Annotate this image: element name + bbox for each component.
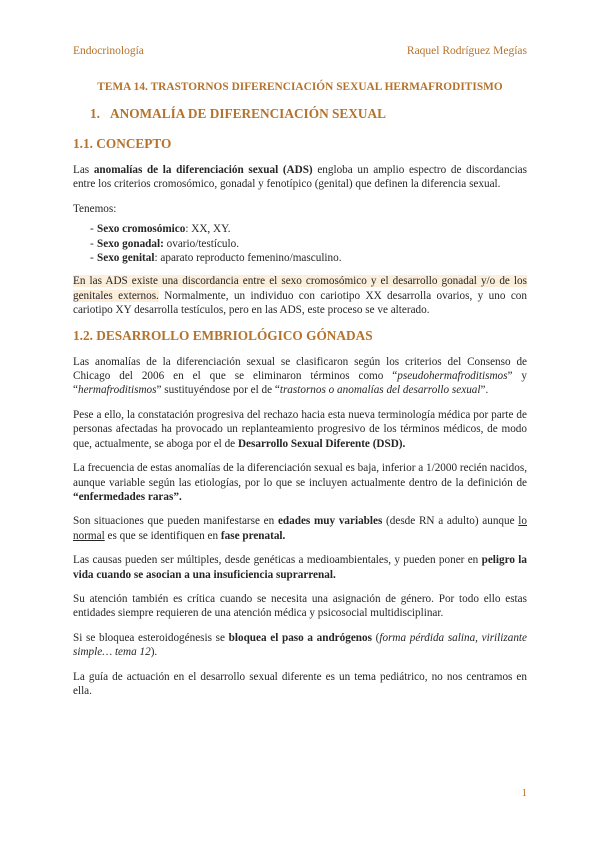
subsection-heading-concepto: 1.1. CONCEPTO <box>73 136 172 151</box>
section-heading <box>73 106 527 122</box>
bold-term: anomalías de la diferenciación sexual (ADS) <box>93 164 313 176</box>
text-run: Normalmente, un individuo con cariotipo XX desarrolla ovarios, y uno con cariotipo XY desarrolla testículos, pero en las ADS, este proceso se ve alterado. <box>73 289 527 317</box>
text-run: : aparato reproducto femenino/masculino. <box>154 252 342 265</box>
bold-term: edades muy variables <box>277 515 383 528</box>
text-run: Las anomalías de la diferenciación sexual se clasificaron según los criterios del Consenso de Chicago del 2006 en el que se eliminaron términos como “ <box>73 355 527 383</box>
text-run: engloba un amplio espectro de discordancias entre los criterios cromosómico, gonadal y fenotípico (genital) que definen la diferencia sexual. <box>73 164 527 191</box>
bold-term: “enfermedades raras”. <box>73 490 182 503</box>
text-run: ”. <box>480 384 489 397</box>
list-item <box>73 251 527 265</box>
bold-term: bloquea el paso a andrógenos <box>228 631 372 644</box>
paragraph <box>73 514 527 543</box>
bold-term: fase prenatal. <box>220 529 286 542</box>
bold-term: peligro la vida cuando se asocian a una insuficiencia suprarrenal. <box>73 554 527 581</box>
text-run: Las causas pueden ser múltiples, desde genéticas a medioambientales, y pueden poner en <box>73 554 482 567</box>
text-run: ( <box>371 631 380 644</box>
italic-term: pseudohermafroditismos <box>397 370 508 383</box>
list-dash: - <box>90 223 94 236</box>
page-content <box>73 81 527 708</box>
paragraph <box>73 355 527 398</box>
paragraph <box>73 631 527 660</box>
header-subject: Endocrinología <box>73 45 144 57</box>
italic-term: trastornos o anomalías del desarrollo sexual <box>279 384 481 397</box>
page-number: 1 <box>521 787 527 799</box>
italic-term: forma pérdida salina, virilizante simple… tema 12 <box>73 631 527 659</box>
paragraph <box>73 553 527 582</box>
bold-term: Sexo gonadal: <box>97 237 164 250</box>
paragraph: Tenemos: <box>73 202 117 215</box>
list-item <box>73 222 527 236</box>
text-run: Pese a ello, la constatación progresiva del rechazo hacia esta nueva terminología médica por parte de personas afectadas ha provocado un replanteamiento progresivo de los términos médicos, de modo que, actualmente, se aboga por el de <box>73 408 527 450</box>
bold-term: Sexo genital <box>97 252 155 265</box>
section-number: 1. <box>90 106 100 121</box>
paragraph: La guía de actuación en el desarrollo sexual diferente es un tema pediátrico, no nos centramos en ella. <box>73 670 527 697</box>
paragraph <box>73 163 527 192</box>
text-run: ” y “ <box>73 370 527 397</box>
list-item <box>73 237 527 251</box>
text-run: La frecuencia de estas anomalías de la diferenciación sexual es baja, inferior a 1/2000 recién nacidos, aunque variable según las etiologías, por lo que se incluyen actualmente dentro de la definición de <box>73 462 527 489</box>
subsection-heading-desarrollo: 1.2. DESARROLLO EMBRIOLÓGICO GÓNADAS <box>73 327 373 343</box>
topic-title: TEMA 14. TRASTORNOS DIFERENCIACIÓN SEXUAL HERMAFRODITISMO <box>97 81 503 93</box>
italic-term: hermafroditismos <box>77 384 157 397</box>
text-run: (desde RN a adulto) aunque <box>382 515 519 528</box>
paragraph: Su atención también es crítica cuando se necesita una asignación de género. Por todo ello estas entidades siempre requieren de una atención médica y psicosocial multidisciplinar. <box>73 592 527 620</box>
list-dash: - <box>90 237 94 250</box>
underlined-term: lo normal <box>73 515 527 542</box>
bold-term: Sexo cromosómico <box>97 223 186 236</box>
paragraph <box>73 274 527 317</box>
sex-criteria-list <box>73 222 527 265</box>
text-run: ” sustituyéndose por el de “ <box>156 384 280 397</box>
text-run: Son situaciones que pueden manifestarse en <box>73 515 278 528</box>
text-run: Las <box>73 164 94 176</box>
highlighted-text: En las ADS existe una discordancia entre el sexo cromosómico y el desarrollo gonadal y/o de los genitales externos. <box>73 275 527 302</box>
paragraph <box>73 461 527 504</box>
text-run: ). <box>150 646 158 659</box>
text-run: es que se identifiquen en <box>104 529 221 542</box>
text-run: : XX, XY. <box>185 223 231 236</box>
section-title: ANOMALÍA DE DIFERENCIACIÓN SEXUAL <box>110 106 386 121</box>
list-dash: - <box>90 252 94 265</box>
bold-term: Desarrollo Sexual Diferente (DSD). <box>237 437 406 450</box>
header-author: Raquel Rodríguez Megías <box>406 45 527 57</box>
paragraph <box>73 408 527 451</box>
text-run: Si se bloquea esteroidogénesis se <box>73 631 229 644</box>
text-run: ovario/testículo. <box>163 237 240 250</box>
